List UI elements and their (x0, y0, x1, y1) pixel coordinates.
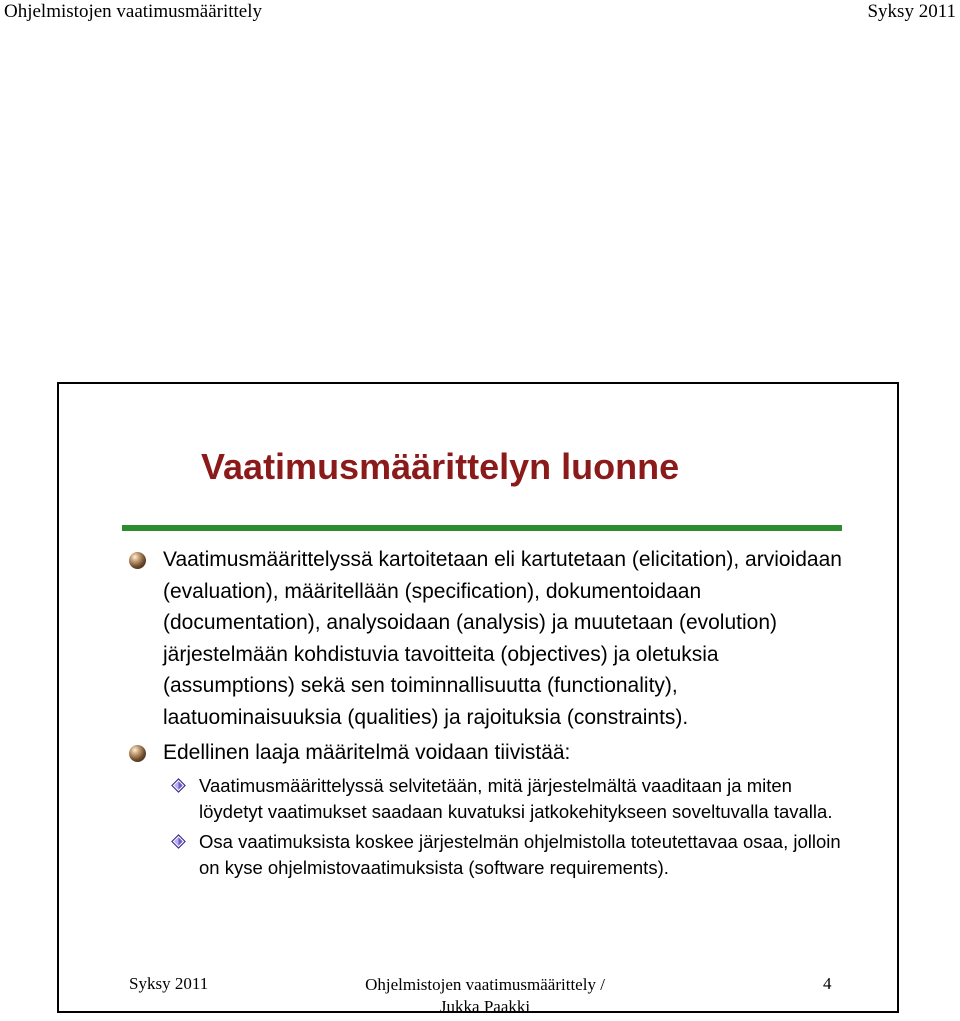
page-header-term: Syksy 2011 (867, 1, 956, 22)
bullet-item (129, 544, 849, 733)
sub-bullet-list (129, 773, 849, 881)
sub-bullet-item (129, 773, 849, 825)
bullet-item (129, 737, 849, 769)
sphere-bullet-icon (129, 745, 146, 762)
slide-footer-course (365, 974, 605, 1018)
slide-footer-term: Syksy 2011 (129, 974, 209, 993)
bullet-text: Edellinen laaja määritelmä voidaan tiivistää: (163, 741, 571, 764)
page-header-title: Ohjelmistojen vaatimusmäärittely (4, 1, 263, 22)
slide-page-number: 4 (823, 974, 832, 993)
sphere-bullet-icon (129, 552, 146, 569)
title-rule (122, 525, 842, 531)
diamond-bullet-icon (171, 834, 186, 849)
bullet-text: Vaatimusmäärittelyssä kartoitetaan eli kartutetaan (elicitation), arvioidaan (evaluation), määritellään (specification), dokumentoidaan (documentation), analysoidaan (analysis) ja muutetaan (evolution) järjestelmään kohdistuvia tavoitteita (objectives) ja oletuksia (assumptions) sekä sen toiminnallisuutta (functionality), laatuominaisuuksia (qualities) ja rajoituksia (constraints). (163, 548, 842, 729)
slide-content (129, 544, 849, 885)
sub-bullet-text: Vaatimusmäärittelyssä selvitetään, mitä järjestelmältä vaaditaan ja miten löydetyt vaatimukset saadaan kuvatuksi jatkokehitykseen soveltuvalla tavalla. (199, 774, 833, 822)
slide-title: Vaatimusmäärittelyn luonne (201, 446, 680, 487)
sub-bullet-item (129, 829, 849, 881)
slide-footer-course-title: Ohjelmistojen vaatimusmäärittely / (365, 975, 605, 994)
slide (57, 382, 899, 1016)
diamond-bullet-icon (171, 778, 186, 793)
sub-bullet-text: Osa vaatimuksista koskee järjestelmän ohjelmistolla toteutettavaa osaa, jolloin on kyse ohjelmistovaatimuksista (software requirements). (199, 830, 841, 878)
slide-footer-author: Jukka Paakki (439, 997, 531, 1016)
